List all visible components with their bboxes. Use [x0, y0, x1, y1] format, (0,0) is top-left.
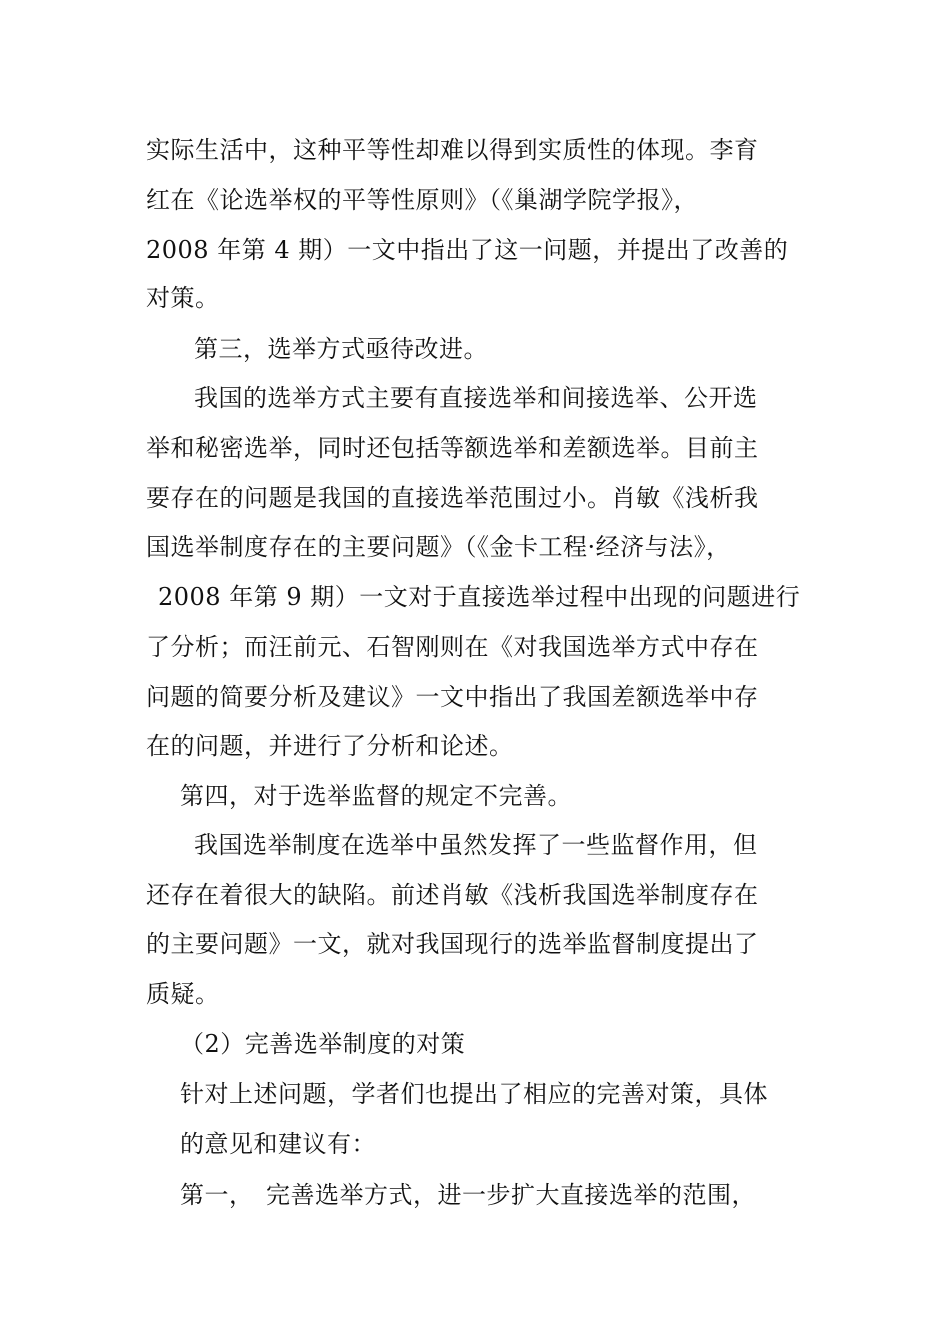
text-line: 针对上述问题，学者们也提出了相应的完善对策，具体	[180, 1080, 768, 1108]
text-line: 国选举制度存在的主要问题》（《金卡工程·经济与法》，	[146, 533, 731, 561]
text-line: 在的问题，并进行了分析和论述。	[146, 732, 514, 760]
text-line: 第一， 完善选举方式，进一步扩大直接选举的范围，	[180, 1181, 756, 1209]
text-line: 要存在的问题是我国的直接选举范围过小。肖敏《浅析我	[146, 484, 759, 512]
subsection-heading: （2）完善选举制度的对策	[180, 1030, 466, 1058]
text-line: 我国的选举方式主要有直接选举和间接选举、公开选	[194, 384, 758, 412]
text-line: 还存在着很大的缺陷。前述肖敏《浅析我国选举制度存在	[146, 881, 759, 909]
section-heading: 第四，对于选举监督的规定不完善。	[180, 782, 572, 810]
text-line: 2008 年第 9 期）一文对于直接选举过程中出现的问题进行	[158, 583, 801, 611]
text-line: 对策。	[146, 284, 220, 312]
text-line: 2008 年第 4 期）一文中指出了这一问题，并提出了改善的	[146, 236, 789, 264]
text-line: 的主要问题》一文，就对我国现行的选举监督制度提出了	[146, 930, 759, 958]
text-line: 我国选举制度在选举中虽然发挥了一些监督作用，但	[194, 831, 758, 859]
text-line: 了分析；而汪前元、石智刚则在《对我国选举方式中存在	[146, 633, 759, 661]
section-heading: 第三，选举方式亟待改进。	[194, 335, 488, 363]
text-line: 红在《论选举权的平等性原则》（《巢湖学院学报》，	[146, 186, 698, 214]
text-line: 质疑。	[146, 980, 220, 1008]
text-line: 举和秘密选举，同时还包括等额选举和差额选举。目前主	[146, 434, 759, 462]
text-line: 问题的简要分析及建议》一文中指出了我国差额选举中存	[146, 683, 759, 711]
text-line: 的意见和建议有：	[180, 1130, 376, 1158]
text-line: 实际生活中，这种平等性却难以得到实质性的体现。李育	[146, 136, 759, 164]
